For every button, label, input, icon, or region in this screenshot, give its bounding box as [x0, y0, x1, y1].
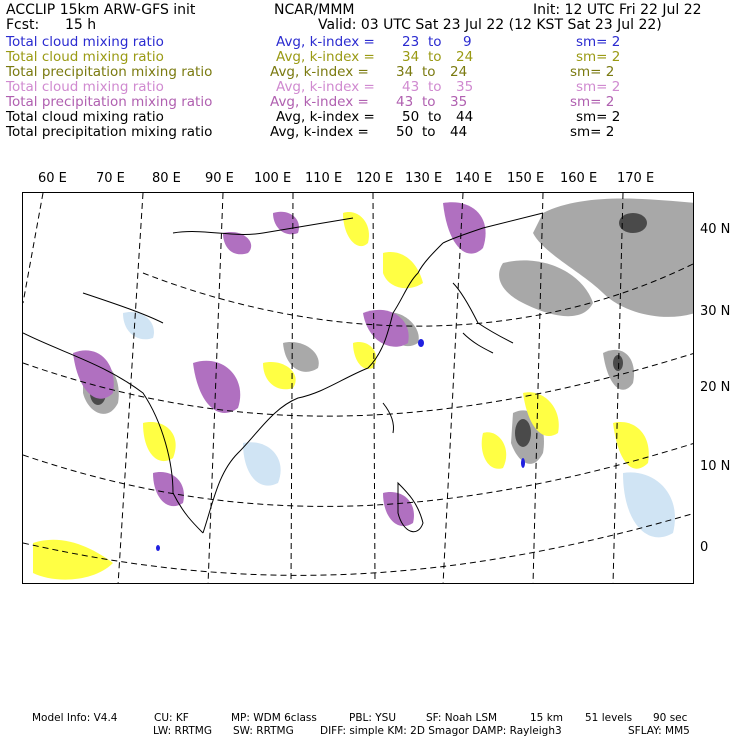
- legend-to: to: [422, 124, 436, 140]
- footer-cumulus: CU: KF: [154, 712, 189, 724]
- legend-k-to: 44: [450, 124, 468, 140]
- legend-field-name: Total cloud mixing ratio: [6, 79, 164, 95]
- legend-k-to: 35: [456, 79, 474, 95]
- latitude-label: 0: [700, 540, 709, 555]
- legend-field-name: Total precipitation mixing ratio: [6, 94, 213, 110]
- legend-to: to: [428, 109, 442, 125]
- legend-field-name: Total precipitation mixing ratio: [6, 124, 213, 140]
- org-label: NCAR/MMM: [274, 2, 355, 18]
- footer-surface-layer: SFLAY: MM5: [628, 725, 690, 737]
- longitude-label: 120 E: [356, 171, 394, 186]
- legend-k-from: 50: [402, 109, 420, 125]
- legend-smoothing: sm= 2: [570, 64, 615, 80]
- map-svg: [23, 193, 694, 584]
- forecast-hour: 15 h: [65, 17, 97, 33]
- longitude-label: 60 E: [38, 171, 67, 186]
- legend-smoothing: sm= 2: [576, 49, 621, 65]
- legend-avg-label: Avg, k-index =: [276, 109, 375, 125]
- footer-diffusion: DIFF: simple KM: 2D Smagor DAMP: Rayleigh3: [320, 725, 562, 737]
- legend-smoothing: sm= 2: [576, 79, 621, 95]
- longitude-label: 150 E: [507, 171, 545, 186]
- legend-to: to: [428, 79, 442, 95]
- longitude-label: 170 E: [617, 171, 655, 186]
- footer-shortwave: SW: RRTMG: [233, 725, 294, 737]
- legend-avg-label: Avg, k-index =: [270, 124, 369, 140]
- legend-field-name: Total cloud mixing ratio: [6, 109, 164, 125]
- legend-avg-label: Avg, k-index =: [276, 49, 375, 65]
- legend-k-to: 35: [450, 94, 468, 110]
- legend-avg-label: Avg, k-index =: [276, 79, 375, 95]
- latitude-label: 20 N: [700, 380, 731, 395]
- legend-to: to: [422, 64, 436, 80]
- legend-k-from: 34: [402, 49, 420, 65]
- latitude-label: 30 N: [700, 304, 731, 319]
- latitude-label: 10 N: [700, 459, 731, 474]
- longitude-label: 130 E: [405, 171, 443, 186]
- valid-time: Valid: 03 UTC Sat 23 Jul 22 (12 KST Sat 23 Jul 22): [318, 17, 662, 33]
- legend-k-from: 34: [396, 64, 414, 80]
- longitude-label: 110 E: [305, 171, 343, 186]
- legend-k-from: 23: [402, 34, 420, 50]
- footer-microphysics: MP: WDM 6class: [231, 712, 317, 724]
- model-title: ACCLIP 15km ARW-GFS init: [6, 2, 196, 18]
- latitude-label: 40 N: [700, 222, 731, 237]
- longitude-label: 140 E: [455, 171, 493, 186]
- legend-k-from: 43: [396, 94, 414, 110]
- legend-field-name: Total cloud mixing ratio: [6, 49, 164, 65]
- legend-k-from: 43: [402, 79, 420, 95]
- footer-timestep: 90 sec: [653, 712, 688, 724]
- legend-smoothing: sm= 2: [576, 34, 621, 50]
- legend-k-to: 44: [456, 109, 474, 125]
- footer-model-version: Model Info: V4.4: [32, 712, 118, 724]
- legend-avg-label: Avg, k-index =: [276, 34, 375, 50]
- legend-k-to: 24: [456, 49, 474, 65]
- map-panel: [22, 192, 694, 584]
- longitude-label: 80 E: [152, 171, 181, 186]
- legend-smoothing: sm= 2: [570, 124, 615, 140]
- longitude-label: 160 E: [560, 171, 598, 186]
- init-time: Init: 12 UTC Fri 22 Jul 22: [533, 2, 702, 18]
- legend-field-name: Total cloud mixing ratio: [6, 34, 164, 50]
- legend-field-name: Total precipitation mixing ratio: [6, 64, 213, 80]
- footer-longwave: LW: RRTMG: [153, 725, 212, 737]
- footer-surface: SF: Noah LSM: [426, 712, 498, 724]
- legend-avg-label: Avg, k-index =: [270, 94, 369, 110]
- legend-to: to: [428, 34, 442, 50]
- legend-to: to: [428, 49, 442, 65]
- legend-smoothing: sm= 2: [576, 109, 621, 125]
- legend-k-from: 50: [396, 124, 414, 140]
- legend-smoothing: sm= 2: [570, 94, 615, 110]
- forecast-label: Fcst:: [6, 17, 40, 33]
- longitude-label: 90 E: [205, 171, 234, 186]
- legend-to: to: [422, 94, 436, 110]
- footer-resolution: 15 km: [530, 712, 564, 724]
- footer-pbl: PBL: YSU: [349, 712, 397, 724]
- longitude-label: 70 E: [96, 171, 125, 186]
- longitude-label: 100 E: [254, 171, 292, 186]
- footer-levels: 51 levels: [585, 712, 633, 724]
- legend-avg-label: Avg, k-index =: [270, 64, 369, 80]
- legend-k-to: 9: [463, 34, 472, 50]
- legend-k-to: 24: [450, 64, 468, 80]
